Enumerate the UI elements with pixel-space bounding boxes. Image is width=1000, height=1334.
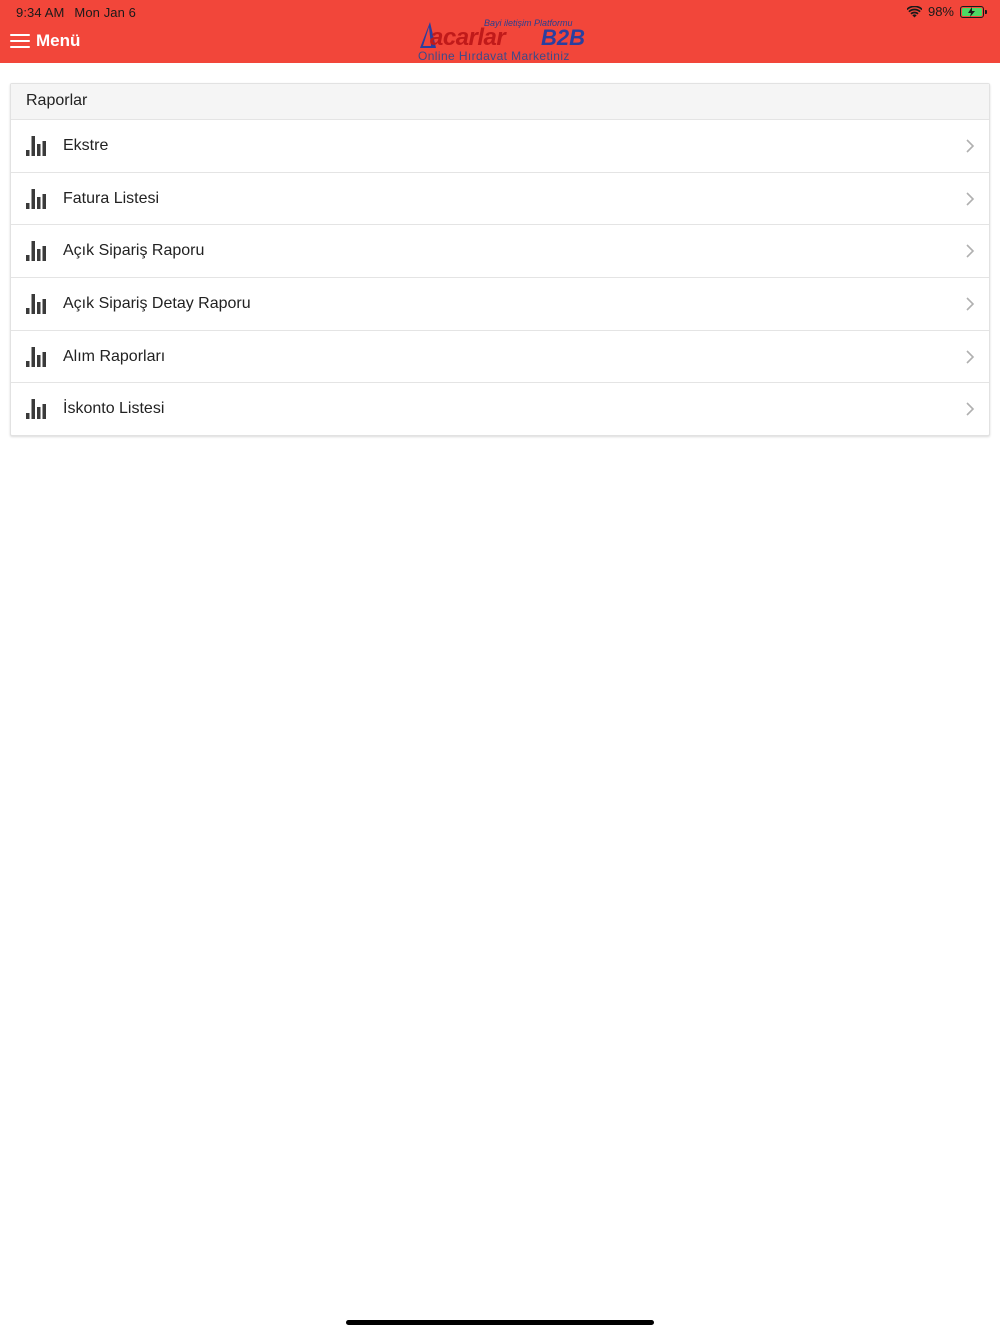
chevron-right-icon [965,138,975,154]
report-item-fatura-listesi[interactable] [11,172,989,225]
chevron-right-icon [965,243,975,259]
top-navigation-bar [0,0,1000,63]
brand-logo [412,16,588,62]
chevron-right-icon [965,191,975,207]
chevron-right-icon [965,349,975,365]
bar-chart-icon [26,294,48,314]
menu-label: Menü [36,31,81,50]
chevron-right-icon [965,296,975,312]
report-item-acik-siparis-detay-raporu[interactable] [11,277,989,330]
bar-chart-icon [26,241,48,261]
report-item-label: Ekstre [63,136,109,154]
logo-b2b: B2B [541,25,586,50]
reports-panel-title: Raporlar [11,84,989,119]
report-item-acik-siparis-raporu[interactable] [11,224,989,277]
bar-chart-icon [26,399,48,419]
report-item-label: Fatura Listesi [63,189,160,207]
battery-icon [960,6,984,18]
report-item-label: İskonto Listesi [63,400,165,418]
bar-chart-icon [26,189,48,209]
report-item-alim-raporlari[interactable] [11,330,989,383]
report-item-label: Alım Raporları [63,347,166,365]
logo-tagline: Bayi iletişim Platformu [484,18,573,28]
reports-panel [10,83,990,436]
logo-subtitle: Online Hırdavat Marketiniz [418,49,570,63]
chevron-right-icon [965,401,975,417]
menu-button[interactable] [10,31,80,51]
status-time: 9:34 AM [16,5,65,20]
battery-percentage: 98% [927,4,954,19]
report-item-label: Açık Sipariş Raporu [63,242,205,260]
report-item-label: Açık Sipariş Detay Raporu [63,294,251,312]
status-date: Mon Jan 6 [74,5,137,20]
wifi-icon [907,6,922,18]
bar-chart-icon [26,136,48,156]
report-item-ekstre[interactable] [11,119,989,172]
hamburger-icon [10,34,30,48]
status-bar-left [16,5,136,20]
home-indicator[interactable] [346,1320,654,1325]
logo-brand: acarlar [430,24,506,51]
bar-chart-icon [26,347,48,367]
report-item-iskonto-listesi[interactable] [11,382,989,435]
status-bar-right [907,4,984,19]
